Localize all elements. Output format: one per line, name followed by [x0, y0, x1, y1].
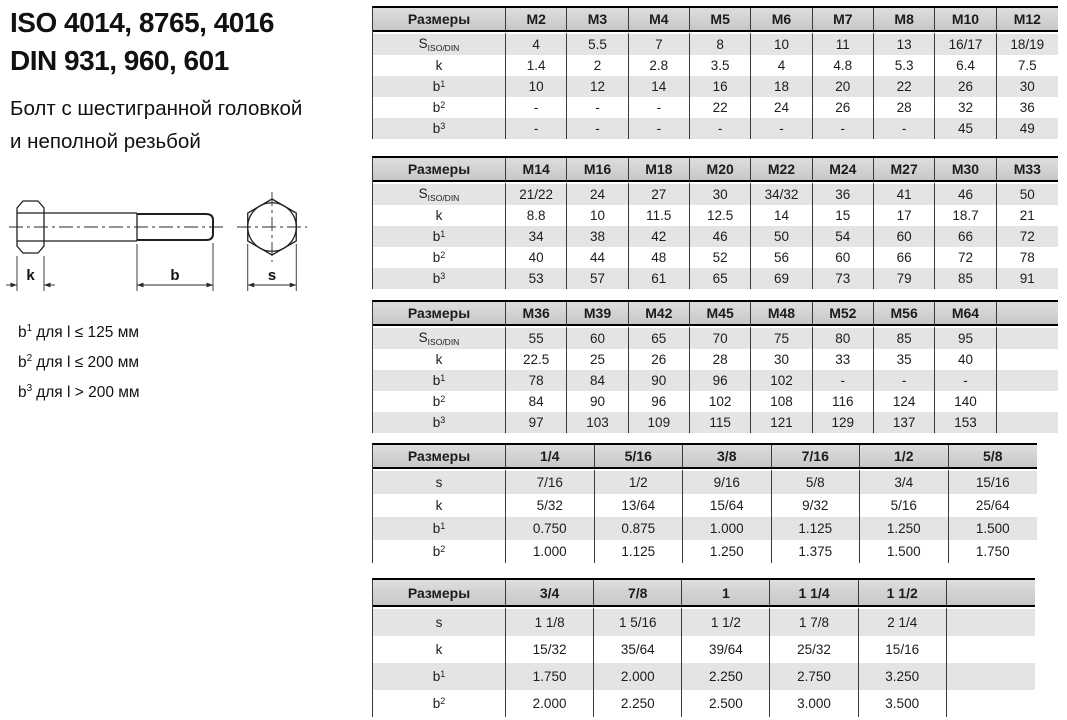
column-header: 1/4	[506, 445, 595, 469]
value-cell: 1.375	[772, 540, 861, 563]
value-cell: 15/32	[506, 636, 594, 663]
value-cell: -	[629, 97, 690, 118]
value-cell: -	[813, 370, 874, 391]
value-cell: 1.750	[506, 663, 594, 690]
doc-subtitle-line1: Болт с шестигранной головкой	[10, 97, 303, 120]
value-cell: 2.750	[770, 663, 858, 690]
value-cell: 49	[1019, 121, 1035, 136]
value-cell: 79	[874, 268, 935, 289]
column-header: 3/8	[683, 445, 772, 469]
value-cell: 13	[874, 32, 935, 55]
table-row	[373, 268, 1058, 289]
header-label: Размеры	[373, 302, 506, 326]
value-cell: 12	[567, 76, 628, 97]
dim-label-k: k	[26, 267, 35, 284]
doc-title-din: DIN 931, 960, 601	[10, 45, 229, 76]
header-row	[373, 302, 1058, 326]
value-cell: 16/17	[935, 32, 996, 55]
value-cell: 121	[751, 412, 812, 433]
value-cell: 3.500	[859, 690, 947, 717]
doc-subtitle-line2: и неполной резьбой	[10, 130, 201, 153]
row-label: $b^2$	[373, 690, 506, 717]
header-row	[373, 158, 1058, 182]
value-cell: 18/19	[997, 32, 1058, 55]
value-cell: 4	[506, 32, 567, 55]
value-cell: 44	[567, 247, 628, 268]
value-cell	[947, 607, 1035, 636]
row-label: k	[373, 349, 506, 370]
table-row	[373, 412, 1058, 433]
value-cell: 0.750	[506, 517, 595, 540]
value-cell: 5/8	[772, 469, 861, 494]
row-label: s	[373, 469, 506, 494]
column-header: M7	[813, 8, 874, 32]
column-header: M48	[751, 302, 812, 326]
column-header: M56	[874, 302, 935, 326]
table-m3	[372, 300, 1058, 433]
row-label: $b^2$	[373, 540, 506, 563]
value-cell: 2.250	[682, 663, 770, 690]
column-header: 1/2	[860, 445, 949, 469]
row-label: $b^2$	[373, 247, 506, 268]
value-cell: 22	[690, 97, 751, 118]
column-header: 1	[682, 580, 770, 607]
value-cell: -	[751, 118, 812, 139]
value-cell: 137	[874, 412, 935, 433]
column-header: M4	[629, 8, 690, 32]
row-label: $b^1$	[373, 370, 506, 391]
value-cell: 3/4	[860, 469, 949, 494]
value-cell: 17	[874, 205, 935, 226]
value-cell: 25/32	[770, 636, 858, 663]
value-cell: 65	[690, 268, 751, 289]
value-cell: 3.5	[690, 55, 751, 76]
column-header: M39	[567, 302, 628, 326]
table-row	[373, 517, 1037, 540]
value-cell: -	[690, 118, 751, 139]
table-row	[373, 76, 1058, 97]
column-header: 3/4	[506, 580, 594, 607]
value-cell: 4	[751, 55, 812, 76]
table-row	[373, 663, 1035, 690]
row-label: $S_{ISO/DIN}$	[373, 326, 506, 349]
value-cell: 15/16	[949, 469, 1038, 494]
column-header: 1 1/4	[770, 580, 858, 607]
value-cell: 115	[690, 412, 751, 433]
table-row	[373, 349, 1058, 370]
column-header: M16	[567, 158, 628, 182]
column-header: M6	[751, 8, 812, 32]
value-cell: 25	[567, 349, 628, 370]
table-i2	[372, 578, 1035, 717]
row-label: $b^1$	[373, 226, 506, 247]
value-cell: 40	[506, 247, 567, 268]
value-cell: 14	[629, 76, 690, 97]
footnote-b3-base: b	[18, 384, 27, 402]
table-row	[373, 55, 1058, 76]
table-row	[373, 226, 1058, 247]
footnote-b2-base: b	[18, 354, 27, 372]
footnote-b3-text: для l > 200 мм	[36, 384, 140, 402]
value-cell: 140	[935, 391, 996, 412]
value-cell: -	[629, 118, 690, 139]
value-cell: 36	[1019, 100, 1035, 115]
value-cell: 3.000	[770, 690, 858, 717]
value-cell: 96	[690, 370, 751, 391]
value-cell: 38	[567, 226, 628, 247]
column-header: M52	[813, 302, 874, 326]
header-label: Размеры	[373, 158, 506, 182]
value-cell: 24	[567, 182, 628, 205]
column-header	[947, 580, 1035, 607]
value-cell: 35/64	[594, 636, 682, 663]
value-cell: 90	[567, 391, 628, 412]
table-row	[373, 494, 1037, 517]
value-cell: 80	[813, 326, 874, 349]
value-cell: 32	[935, 97, 996, 118]
value-cell	[947, 690, 1035, 717]
value-cell: 153	[935, 412, 996, 433]
value-cell: 1.250	[683, 540, 772, 563]
value-cell: 42	[629, 226, 690, 247]
row-label: $b^3$	[373, 412, 506, 433]
value-cell: 1.500	[975, 521, 1010, 536]
value-cell: 7	[629, 32, 690, 55]
table-row	[373, 32, 1058, 55]
value-cell: 66	[874, 247, 935, 268]
value-cell: 1.500	[860, 540, 949, 563]
value-cell: 108	[751, 391, 812, 412]
value-cell: 26	[935, 76, 996, 97]
value-cell: 36	[813, 182, 874, 205]
value-cell: 10	[506, 76, 567, 97]
table-row	[373, 97, 1058, 118]
value-cell: 8	[690, 32, 751, 55]
value-cell: 69	[751, 268, 812, 289]
value-cell: 1 7/8	[770, 607, 858, 636]
value-cell: 13/64	[595, 494, 684, 517]
value-cell: 25/64	[975, 498, 1010, 513]
value-cell: 21/22	[506, 182, 567, 205]
table-m1	[372, 6, 1058, 139]
column-header: M12	[997, 8, 1058, 32]
footnote-b2-text: для l ≤ 200 мм	[36, 354, 140, 372]
value-cell: 54	[813, 226, 874, 247]
row-label: $b^1$	[373, 517, 506, 540]
value-cell: 20	[813, 76, 874, 97]
column-header: M45	[690, 302, 751, 326]
value-cell: 116	[813, 391, 874, 412]
value-cell: 129	[813, 412, 874, 433]
value-cell: 102	[690, 391, 751, 412]
row-label: $b^1$	[373, 663, 506, 690]
value-cell: 26	[813, 97, 874, 118]
value-cell: 96	[629, 391, 690, 412]
column-header	[997, 302, 1058, 326]
doc-title-iso: ISO 4014, 8765, 4016	[10, 7, 274, 38]
table-m2	[372, 156, 1058, 289]
value-cell: 21	[1019, 208, 1035, 223]
value-cell	[997, 326, 1058, 349]
value-cell: 28	[874, 97, 935, 118]
value-cell: 22	[874, 76, 935, 97]
value-cell: -	[506, 118, 567, 139]
column-header: M22	[751, 158, 812, 182]
value-cell: 61	[629, 268, 690, 289]
value-cell: 8.8	[506, 205, 567, 226]
value-cell: 2.000	[594, 663, 682, 690]
footnote-b1-text: для l ≤ 125 мм	[36, 324, 140, 342]
value-cell: 40	[935, 349, 996, 370]
value-cell: 11	[813, 32, 874, 55]
value-cell: 66	[935, 226, 996, 247]
value-cell: 2	[567, 55, 628, 76]
column-header: M36	[506, 302, 567, 326]
value-cell: 2 1/4	[859, 607, 947, 636]
table-row	[373, 370, 1058, 391]
value-cell: 5.5	[567, 32, 628, 55]
row-label: k	[373, 205, 506, 226]
value-cell: 15/64	[683, 494, 772, 517]
value-cell	[997, 370, 1058, 391]
value-cell: -	[935, 370, 996, 391]
value-cell: 35	[874, 349, 935, 370]
value-cell: 91	[1019, 271, 1035, 286]
value-cell: 85	[935, 268, 996, 289]
column-header: M20	[690, 158, 751, 182]
table-row	[373, 469, 1037, 494]
column-header: M10	[935, 8, 996, 32]
value-cell: 65	[629, 326, 690, 349]
value-cell: 1.4	[506, 55, 567, 76]
value-cell: 39/64	[682, 636, 770, 663]
footnote-b1-sup: 1	[26, 323, 33, 334]
header-row	[373, 8, 1058, 32]
value-cell: 1.125	[772, 517, 861, 540]
value-cell: 1.000	[506, 540, 595, 563]
value-cell: 78	[506, 370, 567, 391]
row-label: $b^1$	[373, 76, 506, 97]
value-cell: 4.8	[813, 55, 874, 76]
value-cell: 1 5/16	[594, 607, 682, 636]
column-header: 7/8	[594, 580, 682, 607]
footnote-b2-sup: 2	[26, 353, 33, 365]
table-row	[373, 247, 1058, 268]
value-cell: 33	[813, 349, 874, 370]
value-cell: 46	[935, 182, 996, 205]
value-cell: 26	[629, 349, 690, 370]
row-label: $S_{ISO/DIN}$	[373, 182, 506, 205]
column-header: M33	[997, 158, 1058, 182]
column-header: 7/16	[772, 445, 861, 469]
column-header: M14	[506, 158, 567, 182]
value-cell: 10	[567, 205, 628, 226]
value-cell: 45	[935, 118, 996, 139]
column-header: M64	[935, 302, 996, 326]
value-cell: 12.5	[690, 205, 751, 226]
header-label: Размеры	[373, 8, 506, 32]
value-cell	[947, 663, 1035, 690]
value-cell	[997, 349, 1058, 370]
value-cell: 75	[751, 326, 812, 349]
value-cell: 11.5	[629, 205, 690, 226]
header-row	[373, 445, 1037, 469]
value-cell: -	[567, 97, 628, 118]
value-cell	[997, 412, 1058, 433]
value-cell: 9/16	[683, 469, 772, 494]
table-row	[373, 391, 1058, 412]
row-label: k	[373, 494, 506, 517]
table-row	[373, 636, 1035, 663]
footnote-b3-sup: 3	[26, 383, 33, 395]
value-cell: 10	[751, 32, 812, 55]
value-cell: 5.3	[874, 55, 935, 76]
value-cell: 18	[751, 76, 812, 97]
value-cell: 56	[751, 247, 812, 268]
value-cell: 34	[506, 226, 567, 247]
value-cell: 27	[629, 182, 690, 205]
column-header: M30	[935, 158, 996, 182]
value-cell: -	[813, 118, 874, 139]
value-cell: 60	[813, 247, 874, 268]
table-row	[373, 607, 1035, 636]
footnote-b1-base: b	[18, 324, 27, 342]
header-label: Размеры	[373, 580, 506, 607]
column-header: M5	[690, 8, 751, 32]
value-cell: 7.5	[1017, 58, 1037, 73]
value-cell: 50	[751, 226, 812, 247]
column-header: 5/16	[595, 445, 684, 469]
value-cell: 57	[567, 268, 628, 289]
value-cell: -	[874, 370, 935, 391]
value-cell: 2.000	[506, 690, 594, 717]
value-cell: 72	[935, 247, 996, 268]
value-cell: 60	[567, 326, 628, 349]
row-label: s	[373, 607, 506, 636]
value-cell: 60	[874, 226, 935, 247]
value-cell: 1.250	[860, 517, 949, 540]
value-cell: 85	[874, 326, 935, 349]
value-cell: 22.5	[506, 349, 567, 370]
table-row	[373, 326, 1058, 349]
value-cell: 2.8	[629, 55, 690, 76]
value-cell: 16	[690, 76, 751, 97]
value-cell: 1 1/2	[682, 607, 770, 636]
column-header: M27	[874, 158, 935, 182]
value-cell: 84	[567, 370, 628, 391]
value-cell: 48	[629, 247, 690, 268]
header-label: Размеры	[373, 445, 506, 469]
value-cell: 109	[629, 412, 690, 433]
value-cell	[997, 391, 1058, 412]
value-cell: 18.7	[935, 205, 996, 226]
value-cell: 5/32	[506, 494, 595, 517]
table-row	[373, 118, 1058, 139]
value-cell: 55	[506, 326, 567, 349]
value-cell: 9/32	[772, 494, 861, 517]
value-cell: 97	[506, 412, 567, 433]
row-label: k	[373, 55, 506, 76]
value-cell: 70	[690, 326, 751, 349]
dim-label-s: s	[267, 267, 277, 284]
table-row	[373, 205, 1058, 226]
value-cell: 14	[751, 205, 812, 226]
row-label: k	[373, 636, 506, 663]
value-cell: 5/16	[860, 494, 949, 517]
value-cell: 1.750	[975, 544, 1010, 559]
value-cell: 73	[813, 268, 874, 289]
value-cell: 34/32	[751, 182, 812, 205]
value-cell: 78	[1019, 250, 1035, 265]
value-cell: 1.125	[595, 540, 684, 563]
value-cell: 2.250	[594, 690, 682, 717]
value-cell: -	[874, 118, 935, 139]
value-cell: 90	[629, 370, 690, 391]
column-header: 5/8	[949, 445, 1038, 469]
column-header: 1 1/2	[859, 580, 947, 607]
value-cell: 41	[874, 182, 935, 205]
value-cell: 50	[997, 182, 1058, 205]
value-cell: 0.875	[595, 517, 684, 540]
table-row	[373, 182, 1058, 205]
column-header: M2	[506, 8, 567, 32]
value-cell: -	[506, 97, 567, 118]
value-cell: 52	[690, 247, 751, 268]
row-label: $b^3$	[373, 268, 506, 289]
value-cell: 30	[751, 349, 812, 370]
value-cell: 95	[935, 326, 996, 349]
value-cell: 15	[813, 205, 874, 226]
value-cell: 1/2	[595, 469, 684, 494]
value-cell: 24	[751, 97, 812, 118]
value-cell: -	[567, 118, 628, 139]
value-cell: 15/16	[859, 636, 947, 663]
value-cell: 6.4	[935, 55, 996, 76]
row-label: $b^2$	[373, 97, 506, 118]
table-row	[373, 690, 1035, 717]
value-cell: 103	[567, 412, 628, 433]
value-cell: 72	[1019, 229, 1035, 244]
value-cell: 124	[874, 391, 935, 412]
value-cell: 46	[690, 226, 751, 247]
header-row	[373, 580, 1035, 607]
value-cell: 7/16	[506, 469, 595, 494]
value-cell: 2.500	[682, 690, 770, 717]
value-cell: 102	[751, 370, 812, 391]
value-cell	[947, 636, 1035, 663]
column-header: M42	[629, 302, 690, 326]
value-cell: 84	[506, 391, 567, 412]
table-row	[373, 540, 1037, 563]
value-cell: 1.000	[683, 517, 772, 540]
column-header: M24	[813, 158, 874, 182]
value-cell: 53	[506, 268, 567, 289]
column-header: M3	[567, 8, 628, 32]
row-label: $S_{ISO/DIN}$	[373, 32, 506, 55]
row-label: $b^3$	[373, 118, 506, 139]
value-cell: 3.250	[859, 663, 947, 690]
value-cell: 28	[690, 349, 751, 370]
value-cell: 1 1/8	[506, 607, 594, 636]
column-header: M18	[629, 158, 690, 182]
dim-label-b: b	[170, 267, 180, 284]
row-label: $b^2$	[373, 391, 506, 412]
table-i1	[372, 443, 1037, 563]
value-cell: 30	[1019, 79, 1035, 94]
value-cell: 30	[690, 182, 751, 205]
column-header: M8	[874, 8, 935, 32]
